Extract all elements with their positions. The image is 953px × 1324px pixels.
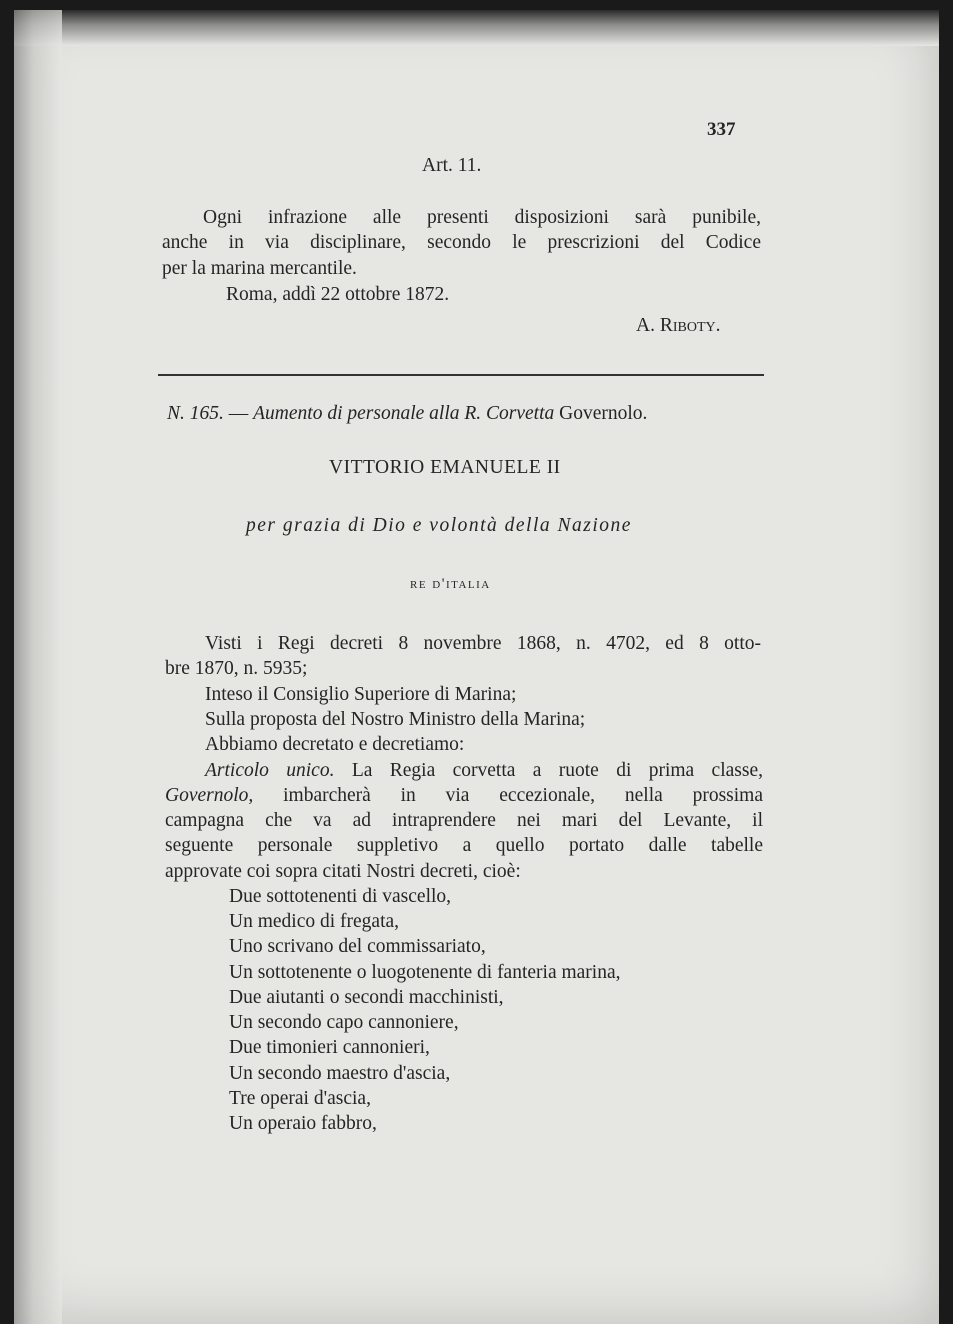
scan-shadow-top [14,10,939,46]
preamble-line: Abbiamo decretato e decretiamo: [205,734,465,755]
scan-shadow-left [14,10,62,1324]
decree-number: N. 165. [167,403,224,424]
grace-line: per grazia di Dio e volontà della Nazione [246,515,632,536]
article-unico-line [205,761,763,781]
sovereign-name: VITTORIO EMANUELE II [329,457,561,478]
article-text-line: Ogni infrazione alle presenti disposizioni sarà punibile, [203,207,761,228]
preamble-line: Sulla proposta del Nostro Ministro della Marina; [205,709,586,730]
decree-title: Aumento di personale alla R. Corvetta [253,403,555,424]
article-heading: Art. 11. [422,155,482,176]
article-unico-text: imbarcherà in via eccezionale, nella prossima [283,785,763,806]
personnel-item: Due sottotenenti di vascello, [229,886,452,907]
article-text-line: anche in via disciplinare, secondo le prescrizioni del Codice [162,232,761,253]
signature: A. Riboty. [636,315,721,336]
section-divider [158,374,764,376]
page-number: 337 [707,119,736,140]
personnel-item: Due aiutanti o secondi macchinisti, [229,987,504,1008]
preamble-line: Visti i Regi decreti 8 novembre 1868, n. 4702, ed 8 otto- [205,633,761,654]
personnel-item: Uno scrivano del commissariato, [229,936,486,957]
decree-dash: — [228,403,249,424]
article-unico-label: Articolo unico. [205,760,335,781]
personnel-item: Un sottotenente o luogotenente di fanteria marina, [229,962,621,983]
king-title: re d'italia [410,576,491,592]
personnel-item: Un operaio fabbro, [229,1113,377,1134]
personnel-item: Un secondo maestro d'ascia, [229,1063,451,1084]
article-unico-line [165,786,763,806]
article-unico-first: La Regia corvetta a ruote di prima classe, [351,760,763,781]
date-line: Roma, addì 22 ottobre 1872. [226,284,450,305]
personnel-item: Un secondo capo cannoniere, [229,1012,459,1033]
decree-heading [167,404,647,424]
article-unico-line: seguente personale suppletivo a quello portato dalle tabelle [165,835,763,856]
article-text-line: per la marina mercantile. [162,258,357,279]
personnel-item: Un medico di fregata, [229,911,400,932]
article-unico-line: approvate coi sopra citati Nostri decreti, cioè: [165,861,521,882]
preamble-line: bre 1870, n. 5935; [165,658,308,679]
article-unico-ship: Governolo, [165,785,254,806]
preamble-line: Inteso il Consiglio Superiore di Marina; [205,684,517,705]
decree-ship: Governolo. [559,403,648,424]
personnel-item: Due timonieri cannonieri, [229,1037,430,1058]
article-unico-line: campagna che va ad intraprendere nei mari del Levante, il [165,810,763,831]
personnel-item: Tre operai d'ascia, [229,1088,371,1109]
